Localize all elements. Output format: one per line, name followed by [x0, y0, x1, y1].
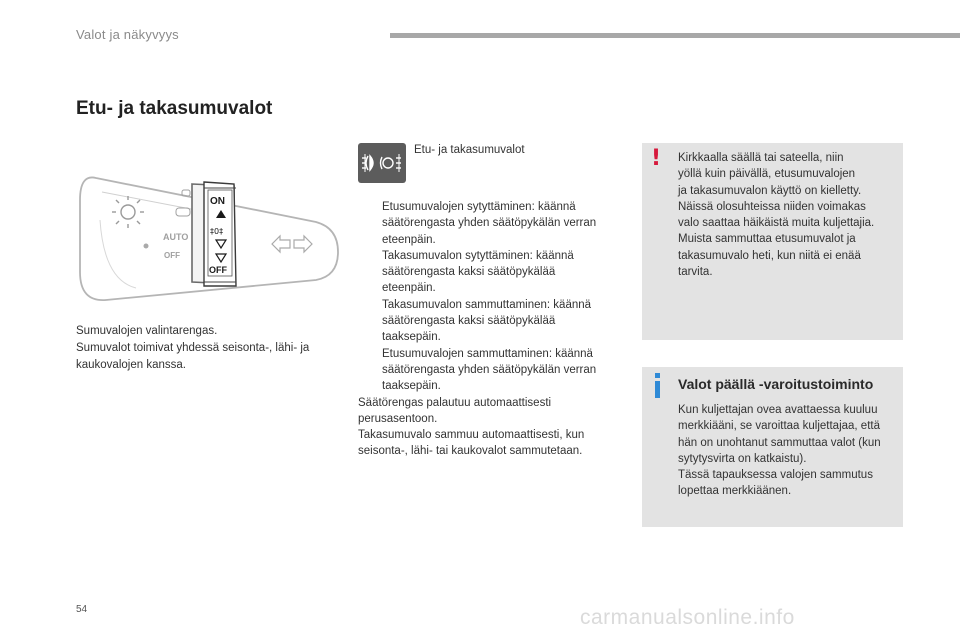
on-label: ON: [210, 196, 225, 207]
off-label: OFF: [209, 265, 227, 275]
off-label-small: OFF: [164, 251, 180, 260]
step-item: [358, 248, 622, 297]
caption-line: Sumuvalojen valintarengas.: [76, 325, 218, 337]
info-line: Tässä tapauksessa valojen sammutus: [678, 469, 873, 482]
section-label: Valot ja näkyvyys: [76, 27, 179, 42]
fog-selector-ring: [192, 182, 236, 286]
caption-line: Sumuvalot toimivat yhdessä seisonta-, lähi- ja: [76, 342, 310, 354]
info-text: [678, 402, 898, 500]
info-line: sytytysvirta on katkaistu).: [678, 452, 807, 465]
step-item: [358, 346, 622, 395]
fog-symbol-icon: ‡0‡: [210, 227, 224, 236]
step-item: [358, 297, 622, 346]
step-item: [358, 199, 622, 248]
watermark: carmanualsonline.info: [580, 606, 795, 629]
step-line: säätörengasta kaksi säätöpykälää: [382, 315, 556, 328]
step-line: taaksepäin.: [382, 380, 441, 393]
warning-line: Kirkkaalla säällä tai sateella, niin: [678, 152, 844, 164]
auto-label: AUTO: [163, 232, 189, 242]
step-line: säätörengasta yhden säätöpykälän verran: [382, 363, 597, 376]
step-line: Etusumuvalojen sammuttaminen: käännä: [382, 347, 593, 360]
warning-line: yöllä kuin päivällä, etusumuvalojen: [678, 168, 856, 181]
illustration-caption: [76, 323, 326, 374]
info-line: merkkiääni, se varoittaa kuljettajaa, että: [678, 420, 880, 433]
step-line: Etusumuvalojen sytyttäminen: käännä: [382, 201, 576, 213]
note-line: seisonta-, lähi- tai kaukovalot sammutetaan.: [358, 445, 583, 458]
step-line: säätörengasta kaksi säätöpykälää: [382, 266, 556, 279]
info-line: lopettaa merkkiäänen.: [678, 485, 792, 498]
warning-icon: !: [651, 146, 662, 171]
light-stalk-illustration: [76, 160, 346, 308]
note-line: Säätörengas palautuu automaattisesti: [358, 396, 552, 409]
page-title: Etu- ja takasumuvalot: [76, 98, 273, 119]
step-line: taaksepäin.: [382, 331, 441, 344]
header-bar: [390, 33, 960, 38]
note-line: Takasumuvalo sammuu automaattisesti, kun: [358, 429, 585, 442]
step-line: eteenpäin.: [382, 233, 436, 246]
info-title: Valot päällä -varoitustoiminto: [678, 376, 874, 392]
step-line: säätörengasta yhden säätöpykälän verran: [382, 217, 597, 230]
step-line: Takasumuvalon sytyttäminen: käännä: [382, 249, 574, 262]
warning-line: ja takasumuvalon käyttö on kielletty.: [678, 184, 862, 197]
steps-note: [358, 395, 622, 460]
fog-lamp-icon: [358, 143, 406, 183]
note-line: perusasentoon.: [358, 412, 438, 425]
caption-line: kaukovalojen kanssa.: [76, 359, 186, 371]
step-line: eteenpäin.: [382, 282, 436, 295]
warning-line: Näissä olosuhteissa niiden voimakas: [678, 200, 866, 213]
info-line: hän on unohtanut sammuttaa valot (kun: [678, 436, 881, 449]
warning-line: Muista sammuttaa etusumuvalot ja: [678, 233, 856, 246]
info-line: Kun kuljettajan ovea avattaessa kuuluu: [678, 404, 878, 416]
warning-line: takasumuvalo heti, kun niitä ei enää: [678, 249, 861, 262]
step-line: Takasumuvalon sammuttaminen: käännä: [382, 298, 592, 311]
info-icon: [655, 373, 660, 398]
warning-line: valo saattaa häikäistä muita kuljettajia.: [678, 217, 875, 230]
warning-line: tarvita.: [678, 266, 713, 279]
fog-icon-label: Etu- ja takasumuvalot: [414, 144, 525, 156]
page-number: 54: [76, 604, 88, 615]
instruction-steps: [358, 199, 622, 460]
warning-text: [678, 150, 898, 280]
